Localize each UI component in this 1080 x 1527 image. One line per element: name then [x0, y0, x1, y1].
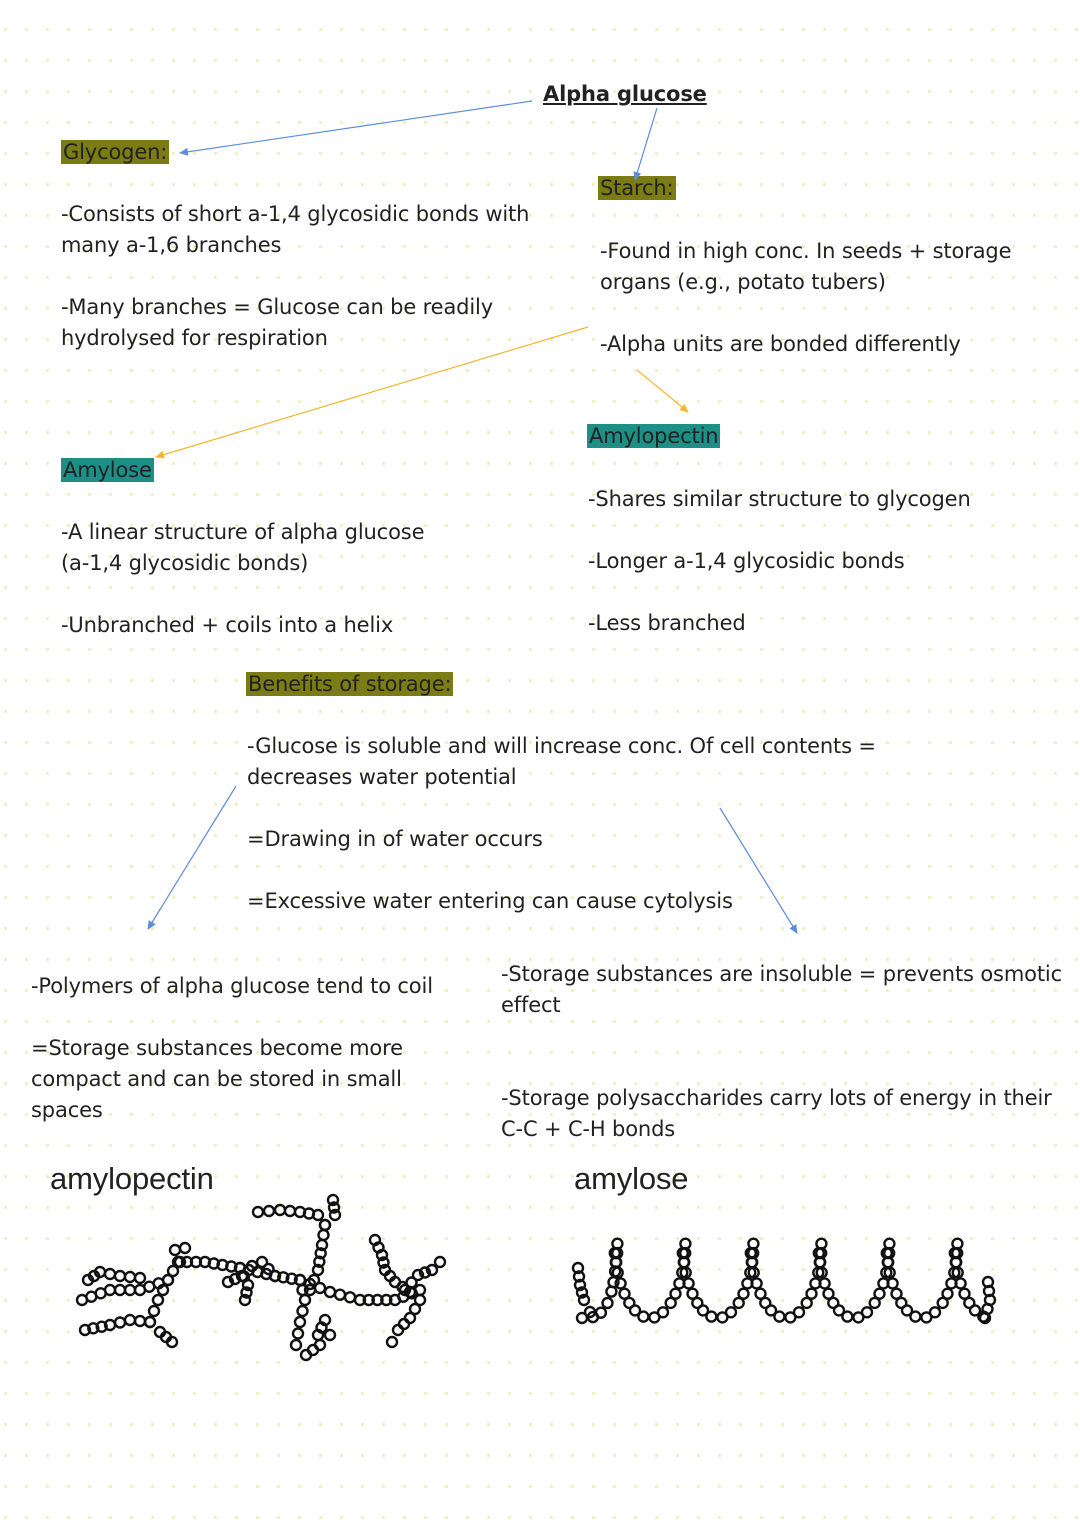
starch-text-1: -Found in high conc. In seeds + storage organs (e.g., potato tubers)	[600, 239, 1012, 294]
glucose-ring	[596, 1308, 606, 1318]
glucose-ring	[739, 1289, 749, 1299]
glycogen-heading-label: Glycogen:	[63, 140, 168, 164]
glucose-ring	[862, 1307, 872, 1317]
energy-text: -Storage polysaccharides carry lots of energy in their C-C + C-H bonds	[501, 1086, 1052, 1141]
page-title: Alpha glucose	[543, 82, 707, 106]
glucose-ring	[930, 1307, 940, 1317]
glycogen-text-2: -Many branches = Glucose can be readily hydrolysed for respiration	[61, 295, 493, 350]
benefits-heading-label: Benefits of storage:	[248, 672, 452, 696]
amylopectin-text-2: -Longer a-1,4 glycosidic bonds	[588, 549, 905, 573]
benefits-text-2: =Drawing in of water occurs	[247, 827, 543, 851]
glucose-ring	[794, 1307, 804, 1317]
compact-text: =Storage substances become more compact and can be stored in small spaces	[31, 1036, 403, 1122]
starch-text-2: -Alpha units are bonded differently	[600, 332, 961, 356]
amylose-caption: amylose	[574, 1161, 689, 1196]
amylose-text-2: -Unbranched + coils into a helix	[61, 613, 394, 637]
glucose-ring	[774, 1312, 784, 1322]
glucose-ring	[875, 1289, 885, 1299]
amylopectin-text-1: -Shares similar structure to glycogen	[588, 487, 971, 511]
glucose-ring	[671, 1289, 681, 1299]
amylopectin-caption: amylopectin	[50, 1161, 214, 1196]
glycogen-text-1: -Consists of short a-1,4 glycosidic bonds with many a-1,6 branches	[61, 202, 530, 257]
amylose-heading-label: Amylose	[63, 458, 152, 482]
benefits-text-3: =Excessive water entering can cause cytolysis	[247, 889, 733, 913]
glucose-ring	[910, 1312, 920, 1322]
starch-heading-label: Starch:	[600, 176, 674, 200]
glucose-ring	[658, 1307, 668, 1317]
coil-text: -Polymers of alpha glucose tend to coil	[31, 974, 433, 998]
amylopectin-heading-label: Amylopectin	[589, 424, 719, 448]
glucose-ring	[807, 1289, 817, 1299]
amylopectin-text-3: -Less branched	[588, 611, 746, 635]
glucose-ring	[842, 1312, 852, 1322]
glucose-ring	[943, 1289, 953, 1299]
glucose-ring	[603, 1298, 613, 1308]
benefits-text-1: -Glucose is soluble and will increase conc. Of cell contents = decreases water potential	[247, 734, 876, 789]
glucose-ring	[638, 1312, 648, 1322]
insoluble-text: -Storage substances are insoluble = prevents osmotic effect	[501, 962, 1063, 1017]
glucose-ring	[706, 1312, 716, 1322]
glucose-ring	[616, 1278, 626, 1288]
amylose-text-1: -A linear structure of alpha glucose (a-1,4 glycosidic bonds)	[61, 520, 425, 575]
glucose-ring	[726, 1307, 736, 1317]
